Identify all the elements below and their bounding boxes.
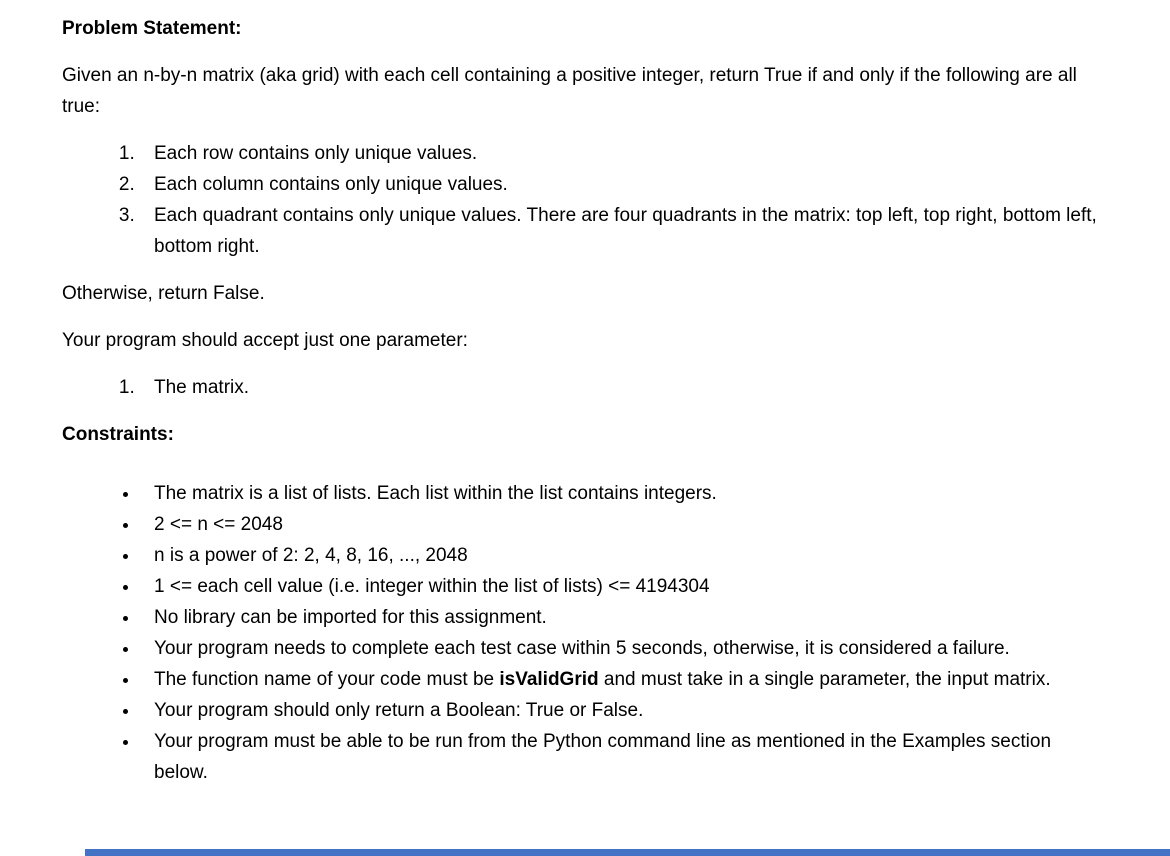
rule-item: 2. Each column contains only unique values. bbox=[140, 169, 1105, 200]
param-item: 1. The matrix. bbox=[140, 372, 1105, 403]
constraint-item: • Your program must be able to be run from the Python command line as mentioned in the Examples section below. bbox=[140, 726, 1105, 788]
rule-item: 1. Each row contains only unique values. bbox=[140, 138, 1105, 169]
params-list bbox=[62, 372, 1105, 403]
problem-statement-heading: Problem Statement: bbox=[62, 18, 242, 39]
param-intro-paragraph: Your program should accept just one parameter: bbox=[62, 330, 468, 351]
constraint-function-suffix: and must take in a single parameter, the input matrix. bbox=[598, 669, 1051, 690]
constraint-item: • Your program should only return a Boolean: True or False. bbox=[140, 695, 1105, 726]
constraint-item: • 1 <= each cell value (i.e. integer within the list of lists) <= 4194304 bbox=[140, 571, 1105, 602]
constraint-item: • The matrix is a list of lists. Each list within the list contains integers. bbox=[140, 478, 1105, 509]
constraint-item: • No library can be imported for this assignment. bbox=[140, 602, 1105, 633]
partial-element-blue-bar bbox=[85, 849, 1170, 856]
constraint-function-prefix: The function name of your code must be bbox=[154, 669, 500, 690]
constraints-list bbox=[62, 478, 1105, 788]
constraint-item: • n is a power of 2: 2, 4, 8, 16, ..., 2048 bbox=[140, 540, 1105, 571]
constraint-item: • Your program needs to complete each test case within 5 seconds, otherwise, it is considered a failure. bbox=[140, 633, 1105, 664]
otherwise-paragraph: Otherwise, return False. bbox=[62, 283, 265, 304]
constraint-item-function-name bbox=[140, 664, 1105, 695]
intro-paragraph: Given an n-by-n matrix (aka grid) with each cell containing a positive integer, return True if and only if the following are all true: bbox=[62, 65, 1077, 117]
constraints-heading: Constraints: bbox=[62, 424, 174, 445]
function-name-bold: isValidGrid bbox=[499, 669, 599, 690]
rules-list bbox=[62, 138, 1105, 262]
rule-item: 3. Each quadrant contains only unique values. There are four quadrants in the matrix: top left, top right, bottom left, bottom right. bbox=[140, 200, 1105, 262]
constraint-item: • 2 <= n <= 2048 bbox=[140, 509, 1105, 540]
